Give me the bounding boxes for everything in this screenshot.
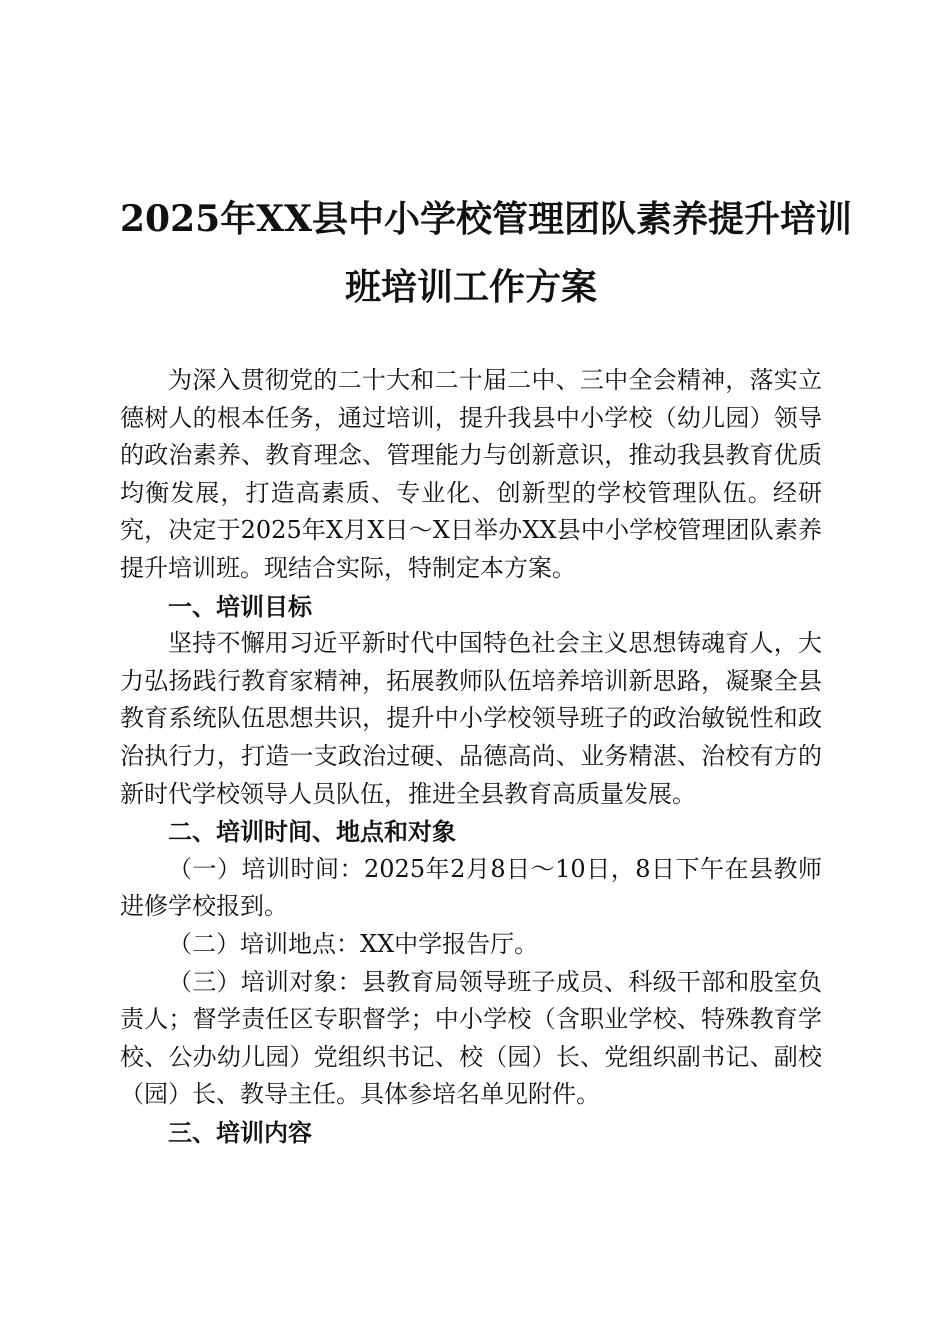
section-heading-objectives: 一、培训目标 xyxy=(168,591,312,621)
training-place-paragraph: （二）培训地点：XX中学报告厅。 xyxy=(168,929,539,958)
training-time-paragraph: （一）培训时间：2025年2月8日～10日，8日下午在县教师进修学校报到。 xyxy=(120,854,822,921)
objectives-paragraph: 坚持不懈用习近平新时代中国特色社会主义思想铸魂育人，大力弘扬践行教育家精神，拓展教师队伍培养培训新思路，凝聚全县教育系统队伍思想共识，提升中小学校领导班子的政治敏锐性和政治执行力，打造一支政治过硬、品德高尚、业务精湛、治校有方的新时代学校领导人员队伍，推进全县教育高质量发展。 xyxy=(120,629,822,808)
document-title-line-1: 2025年XX县中小学校管理团队素养提升培训 xyxy=(120,198,853,240)
intro-paragraph: 为深入贯彻党的二十大和二十届二中、三中全会精神，落实立德树人的根本任务，通过培训，提升我县中小学校（幼儿园）领导的政治素养、教育理念、管理能力与创新意识，推动我县教育优质均衡发展，打造高素质、专业化、创新型的学校管理队伍。经研究，决定于2025年X月X日～X日举办XX县中小学校管理团队素养提升培训班。现结合实际，特制定本方案。 xyxy=(120,366,822,582)
training-target-paragraph: （三）培训对象：县教育局领导班子成员、科级干部和股室负责人；督学责任区专职督学；中小学校（含职业学校、特殊教育学校、公办幼儿园）党组织书记、校（园）长、党组织副书记、副校（园）长、教导主任。具体参培名单见附件。 xyxy=(120,967,822,1109)
document-body xyxy=(120,362,822,1151)
document-title-line-2: 班培训工作方案 xyxy=(344,266,597,308)
section-heading-time-place-target: 二、培训时间、地点和对象 xyxy=(168,817,456,847)
section-heading-content: 三、培训内容 xyxy=(168,1117,312,1147)
